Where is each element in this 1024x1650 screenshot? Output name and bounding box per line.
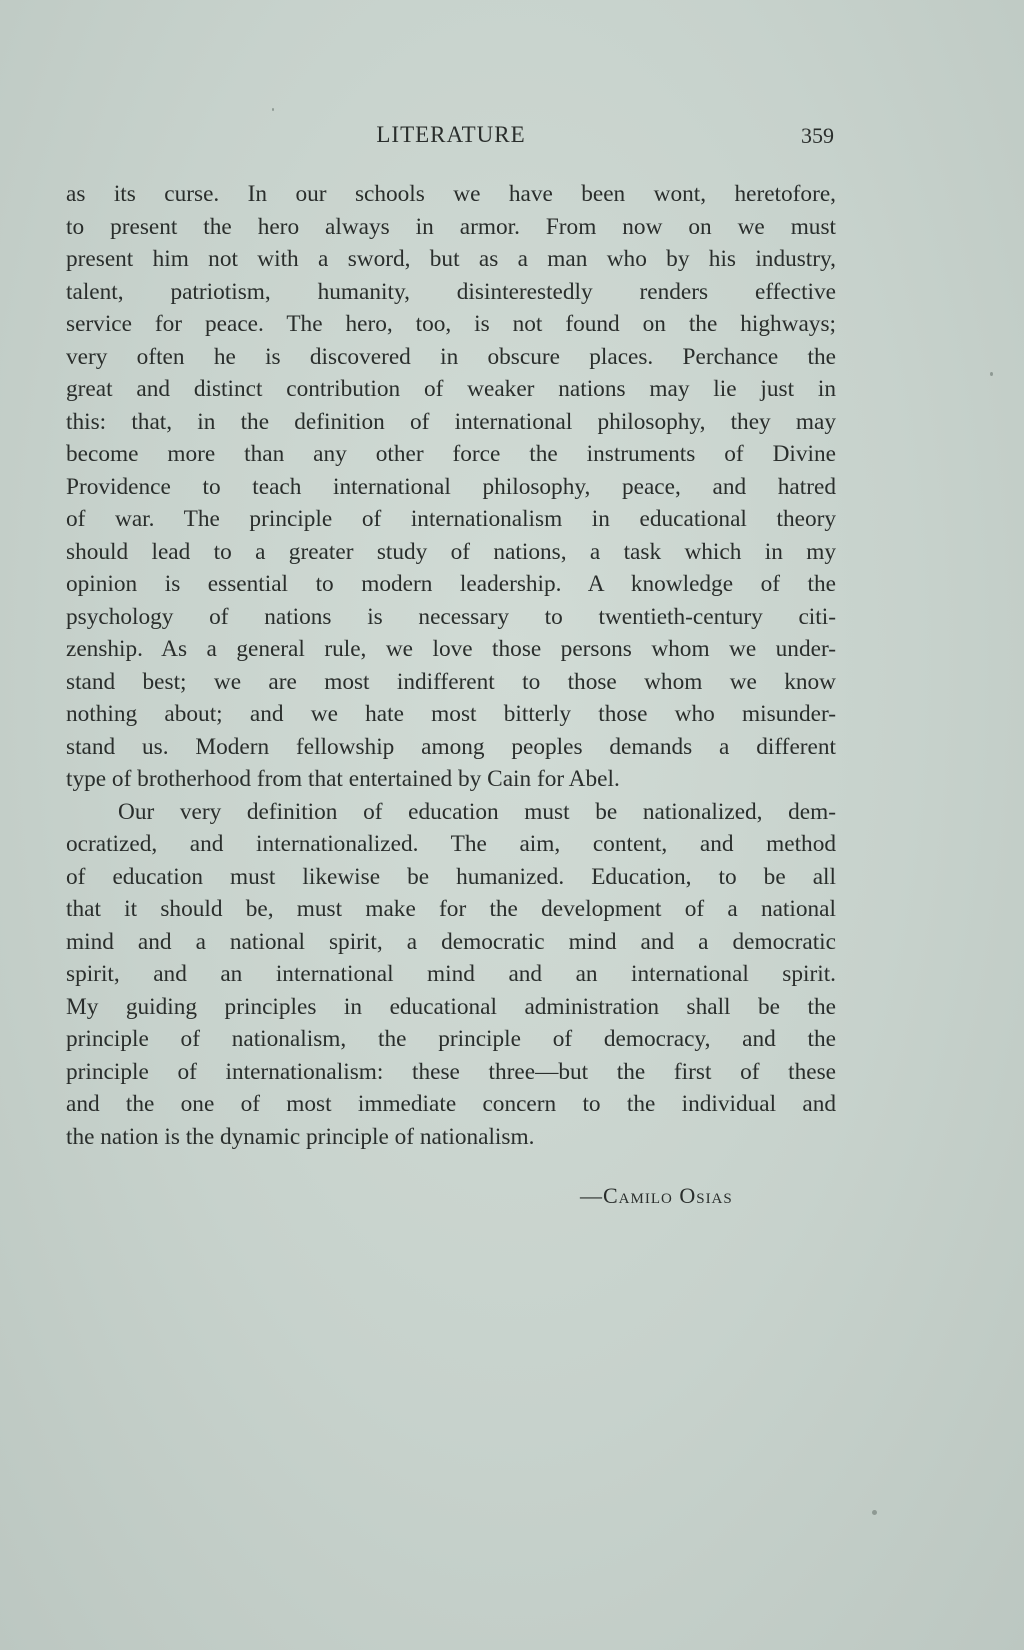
text-line: zenship. As a general rule, we love those persons whom we under-: [66, 636, 836, 662]
text-line: should lead to a greater study of nations, a task which in my: [66, 538, 836, 565]
text-line: type of brotherhood from that entertained by Cain for Abel.: [66, 766, 620, 792]
text-line: psychology of nations is necessary to twentieth-century citi-: [66, 603, 836, 630]
paper-speck: [872, 1510, 877, 1515]
text-line: My guiding principles in educational administration shall be the: [66, 993, 836, 1020]
text-line: opinion is essential to modern leadership. A knowledge of the: [66, 571, 836, 597]
text-line: present him not with a sword, but as a man who by his industry,: [66, 246, 836, 272]
text-line: service for peace. The hero, too, is not found on the highways;: [66, 311, 836, 337]
text-line: stand us. Modern fellowship among peoples demands a different: [66, 733, 836, 760]
text-line: principle of internationalism: these three—but the first of these: [66, 1058, 836, 1085]
text-line: talent, patriotism, humanity, disinterestedly renders effective: [66, 278, 836, 305]
running-head: [68, 120, 834, 154]
body-text: [66, 178, 836, 1153]
text-line: great and distinct contribution of weaker nations may lie just in: [66, 376, 836, 402]
text-line: spirit, and an international mind and an international spirit.: [66, 961, 836, 987]
text-line: and the one of most immediate concern to the individual and: [66, 1091, 836, 1117]
text-line: principle of nationalism, the principle of democracy, and the: [66, 1026, 836, 1052]
text-line: to present the hero always in armor. From now on we must: [66, 213, 836, 240]
text-line: ocratized, and internationalized. The aim, content, and method: [66, 831, 836, 857]
paper-speck: [990, 372, 993, 376]
text-line: this: that, in the definition of international philosophy, they may: [66, 408, 836, 435]
text-line: that it should be, must make for the development of a national: [66, 896, 836, 922]
text-line: Providence to teach international philosophy, peace, and hatred: [66, 473, 836, 500]
text-line: Our very definition of education must be nationalized, dem-: [118, 798, 836, 825]
author-attribution: —Camilo Osias: [580, 1183, 733, 1208]
text-line: the nation is the dynamic principle of nationalism.: [66, 1123, 535, 1150]
text-line: of education must likewise be humanized. Education, to be all: [66, 863, 836, 890]
text-line: of war. The principle of internationalism in educational theory: [66, 506, 836, 532]
paper-speck: [272, 108, 274, 111]
page-number: 359: [801, 123, 834, 148]
running-title: LITERATURE: [376, 122, 526, 147]
text-line: as its curse. In our schools we have been wont, heretofore,: [66, 181, 836, 207]
text-line: nothing about; and we hate most bitterly those who misunder-: [66, 701, 836, 727]
text-line: mind and a national spirit, a democratic mind and a democratic: [66, 928, 836, 955]
text-line: become more than any other force the instruments of Divine: [66, 441, 836, 467]
text-line: stand best; we are most indifferent to those whom we know: [66, 668, 836, 695]
text-line: very often he is discovered in obscure places. Perchance the: [66, 343, 836, 370]
